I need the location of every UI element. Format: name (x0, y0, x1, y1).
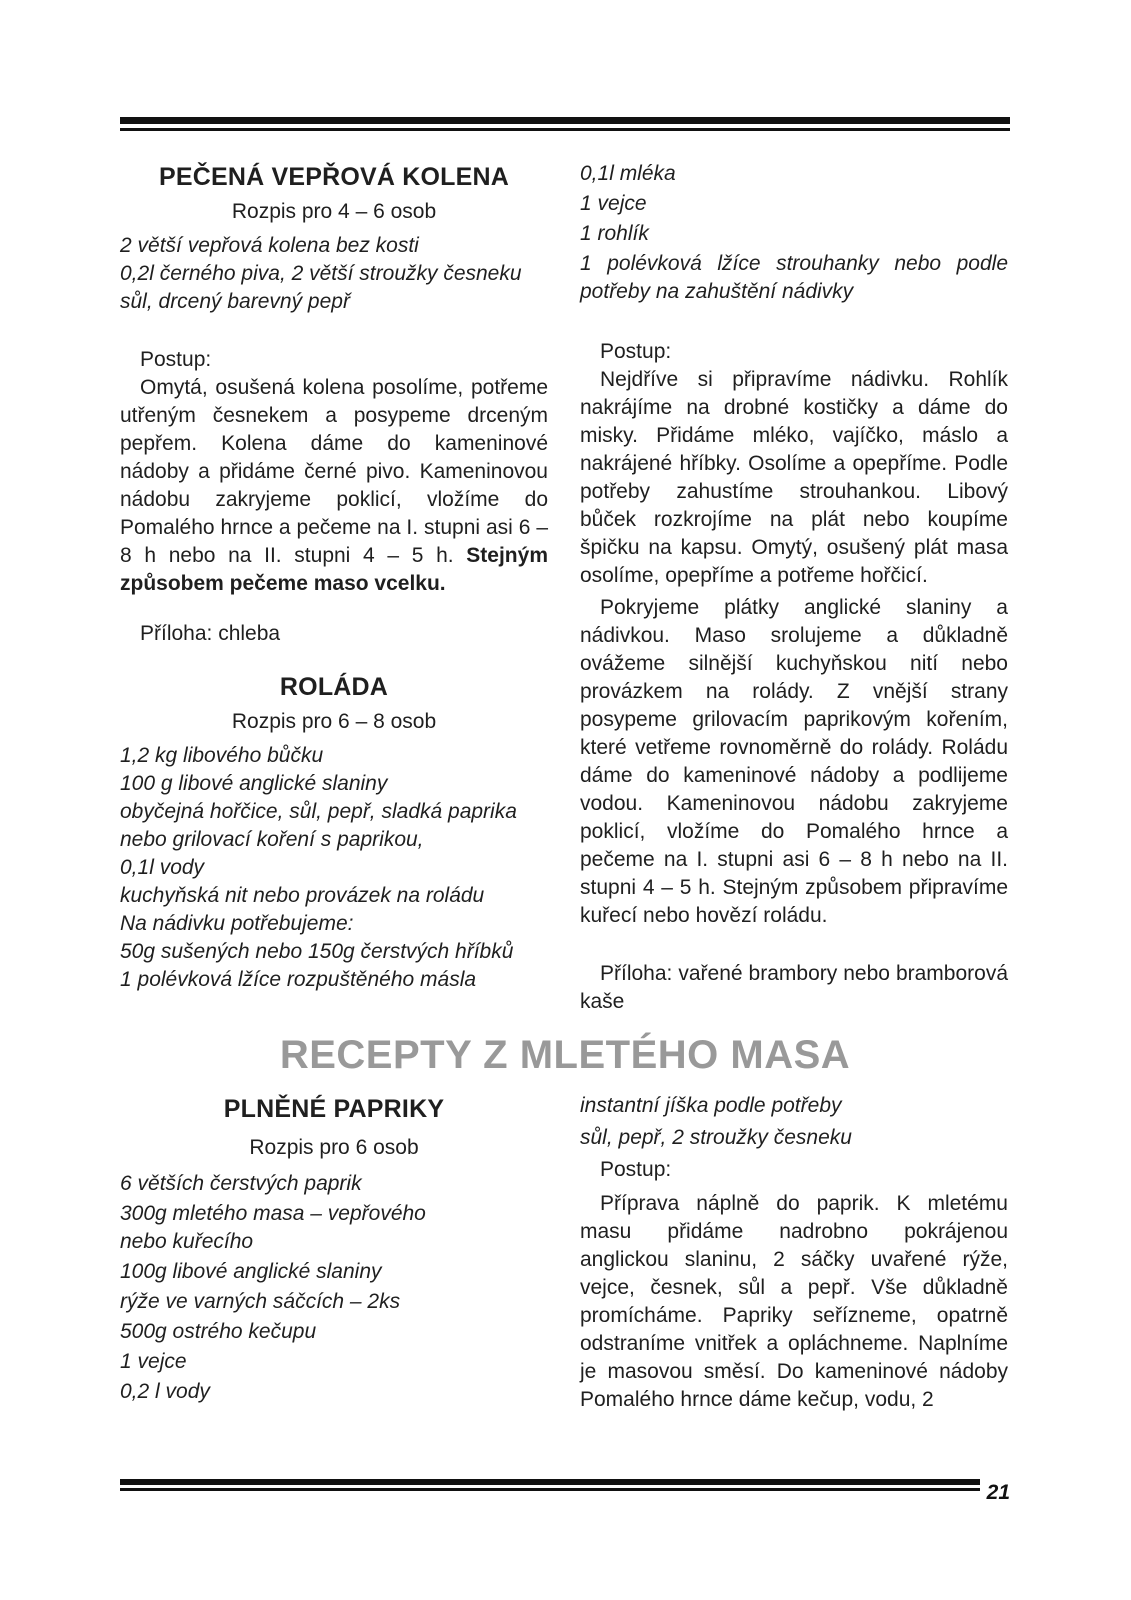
ingredients-rolada (120, 742, 548, 994)
ingredient-line: obyčejná hořčice, sůl, pepř, sladká paprika (120, 800, 517, 823)
ingredient-line: 50g sušených nebo 150g čerstvých hříbků (120, 940, 514, 963)
ingredient-line: 6 větších čerstvých paprik (120, 1172, 362, 1195)
bottom-rule-thick (120, 1479, 980, 1485)
method-label-rolada: Postup: (600, 340, 672, 363)
side-dish-rolada: Příloha: vařené brambory nebo bramborová kaše (580, 962, 1008, 1013)
bottom-rule-thin (120, 1488, 980, 1491)
ingredient-line: 1 polévková lžíce rozpuštěného másla (120, 968, 477, 991)
ingredient-line: nebo grilovací koření s paprikou, (120, 828, 424, 851)
ingredient-line: 1,2 kg libového bůčku (120, 744, 324, 767)
right-column-top (580, 160, 1008, 1016)
method-label-kolena: Postup: (140, 348, 212, 371)
method-label-papriky: Postup: (600, 1158, 672, 1181)
ingredients-papriky (120, 1170, 548, 1406)
page-number: 21 (986, 1481, 1010, 1504)
right-column-bottom (580, 1092, 1008, 1414)
recipe-servings-kolena: Rozpis pro 4 – 6 osob (231, 200, 437, 223)
ingredient-line: 1 vejce (580, 192, 647, 215)
recipe-title-rolada: ROLÁDA (279, 673, 389, 701)
method-text-papriky: Příprava náplně do paprik. K mletému masu přidáme nadrobno pokrájenou anglickou slaninu, 2 sáčky uvařené rýže, vejce, česnek, sůl a pepř. Vše důkladně promícháme. Papriky seřízneme, opatrně odstraníme vnitřek a opláchneme. Naplníme je masovou směsí. Do kameninové nádoby Pomalého hrnce dáme kečup, vodu, 2 (580, 1192, 1008, 1411)
ingredient-line: 500g ostrého kečupu (120, 1320, 317, 1343)
left-column-top (120, 160, 548, 994)
method-text-rolada-2: Pokryjeme plátky anglické slaniny a nádivkou. Maso srolujeme a důkladně ovážeme silnější kuchyňskou nití nebo provázkem na rolády. Z vnější strany posypeme grilovacím paprikovým kořením, které vetřeme rovnoměrně do rolády. Roládu dáme do kameninové nádoby a podlijeme vodou. Kameninovou nádobu zakryjeme poklicí, vložíme do Pomalého hrnce a pečeme na I. stupni asi 6 – 8 h nebo na II. stupni 4 – 5 h. Stejným způsobem připravíme kuřecí nebo hovězí roládu. (580, 596, 1008, 927)
ingredients-rolada-cont (580, 160, 1008, 306)
ingredient-line: Na nádivku potřebujeme: (120, 912, 354, 935)
ingredient-line: 1 vejce (120, 1350, 187, 1373)
method-text-kolena (120, 374, 548, 598)
ingredient-line: sůl, pepř, 2 stroužky česneku (580, 1126, 852, 1149)
ingredient-line: 1 polévková lžíce strouhanky nebo podle potřeby na zahuštění nádivky (580, 252, 1008, 303)
ingredient-line: 0,1l vody (120, 856, 205, 879)
top-rule (120, 117, 1010, 131)
ingredients-kolena (120, 232, 548, 316)
ingredient-line: 1 rohlík (580, 222, 649, 245)
recipe-title-papriky: PLNĚNÉ PAPRIKY (223, 1095, 445, 1123)
recipe-servings-rolada: Rozpis pro 6 – 8 osob (231, 710, 437, 733)
ingredient-line: instantní jíška podle potřeby (580, 1094, 842, 1117)
ingredient-line: 2 větší vepřová kolena bez kosti (120, 234, 419, 257)
left-column-bottom (120, 1092, 548, 1406)
ingredient-line: sůl, drcený barevný pepř (120, 290, 350, 313)
bottom-rule (120, 1479, 980, 1491)
method-text-rolada-1: Nejdříve si připravíme nádivku. Rohlík nakrájíme na drobné kostičky a dáme do misky. Přidáme mléko, vajíčko, máslo a nakrájené hříbky. Osolíme a opepříme. Podle potřeby zahustíme strouhankou. Libový bůček rozkrojíme na plát nebo koupíme špičku na kapsu. Omytý, osušený plát masa osolíme, opepříme a potřeme hořčicí. (580, 368, 1008, 587)
side-dish-kolena: Příloha: chleba (140, 622, 281, 645)
method-body: Omytá, osušená kolena posolíme, potřeme utřeným česnekem a posypeme drceným pepřem. Kolena dáme do kameninové nádoby a přidáme černé pivo. Kameninovou nádobu zakryjeme poklicí, vložíme do Pomalého hrnce a pečeme na I. stupni asi 6 – 8 h nebo na II. stupni 4 – 5 h. (120, 376, 548, 567)
section-title: RECEPTY Z MLETÉHO MASA (279, 1033, 851, 1077)
ingredient-line: 0,1l mléka (580, 162, 676, 185)
ingredient-line: 0,2l černého piva, 2 větší stroužky česneku (120, 262, 522, 285)
top-rule-thin (120, 128, 1010, 131)
recipe-servings-papriky: Rozpis pro 6 osob (249, 1136, 419, 1159)
ingredient-line: 100 g libové anglické slaniny (120, 772, 388, 795)
ingredient-line: 300g mletého masa – vepřového nebo kuřecího (120, 1202, 426, 1253)
ingredient-line: kuchyňská nit nebo provázek na roládu (120, 884, 485, 907)
ingredient-line: 100g libové anglické slaniny (120, 1260, 382, 1283)
ingredients-papriky-cont (580, 1092, 1008, 1152)
recipe-title-kolena: PEČENÁ VEPŘOVÁ KOLENA (158, 163, 510, 191)
method-emphasis: Stejným způsobem pečeme maso vcelku. (120, 544, 548, 595)
ingredient-line: rýže ve varných sáčcích – 2ks (120, 1290, 401, 1313)
ingredient-line: 0,2 l vody (120, 1380, 210, 1403)
top-rule-thick (120, 117, 1010, 124)
